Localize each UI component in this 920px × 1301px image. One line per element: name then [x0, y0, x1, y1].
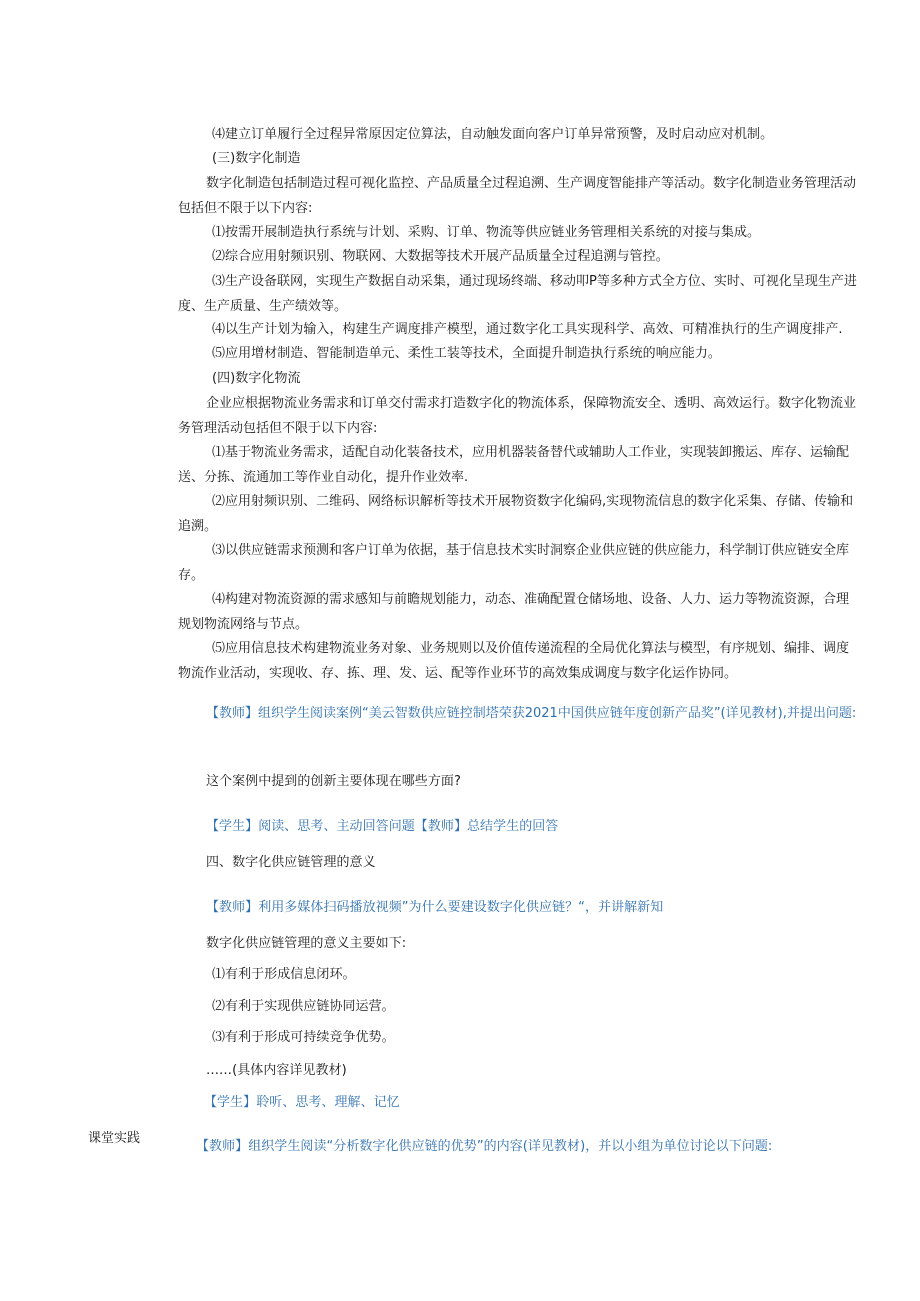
- logistics-item-1: ⑴基于物流业务需求，适配自动化装备技术，应用机器装备替代或辅助人工作业，实现装卸搬运、库存、运输配送、分拣、流通加工等作业自动化，提升作业效率.: [178, 445, 850, 485]
- see-textbook-note: ……(具体内容详见教材): [206, 1063, 347, 1078]
- significance-intro: 数字化供应链管理的意义主要如下:: [206, 936, 407, 951]
- section-heading-significance: 四、数字化供应链管理的意义: [206, 855, 376, 870]
- order-item-4: ⑷建立订单履行全过程异常原因定位算法，自动触发面向客户订单异常预警，及时启动应对机制。: [212, 127, 774, 142]
- classroom-practice-label: 课堂实践: [88, 1131, 141, 1146]
- teacher-case-reading: 【教师】组织学生阅读案例“美云智数供应链控制塔荣获2021中国供应链年度创新产品奖”(详见教材),并提出问题:: [206, 706, 857, 721]
- manufacturing-intro: 数字化制造包括制造过程可视化监控、产品质量全过程追溯、生产调度智能排产等活动。数字化制造业务管理活动包括但不限于以下内容:: [178, 176, 857, 216]
- teacher-discussion-note: 【教师】组织学生阅读“分析数字化供应链的优势”的内容(详见教材)，并以小组为单位讨论以下问题:: [196, 1139, 773, 1154]
- case-question: 这个案例中提到的创新主要体现在哪些方面?: [206, 774, 461, 789]
- logistics-item-5: ⑸应用信息技术构建物流业务对象、业务规则以及价值传递流程的全局优化算法与模型，有序规划、编排、调度物流作业活动，实现收、存、拣、理、发、运、配等作业环节的高效集成调度与数字化运作协同。: [178, 641, 850, 681]
- manufacturing-item-3: ⑶生产设备联网，实现生产数据自动采集，通过现场终端、移动叩P等多种方式全方位、实时、可视化呈现生产进度、生产质量、生产绩效等。: [178, 274, 857, 314]
- manufacturing-item-5: ⑸应用增材制造、智能制造单元、柔性工装等技术，全面提升制造执行系统的响应能力。: [212, 346, 721, 361]
- student-answer-note: 【学生】阅读、思考、主动回答问题【教师】总结学生的回答: [206, 819, 559, 834]
- manufacturing-item-1: ⑴按需开展制造执行系统与计划、采购、订单、物流等供应链业务管理相关系统的对接与集成。: [212, 225, 761, 240]
- manufacturing-item-2: ⑵综合应用射频识别、物联网、大数据等技术开展产品质量全过程追溯与管控。: [212, 249, 669, 264]
- significance-item-2: ⑵有利于实现供应链协同运营。: [212, 999, 395, 1014]
- logistics-item-3: ⑶以供应链需求预测和客户订单为依据，基于信息技术实时洞察企业供应链的供应能力，科学制订供应链安全库存。: [178, 543, 850, 583]
- student-listen-note: 【学生】聆听、思考、理解、记忆: [204, 1095, 400, 1110]
- significance-item-1: ⑴有利于形成信息闭环。: [212, 967, 356, 982]
- significance-item-3: ⑶有利于形成可持续竞争优势。: [212, 1030, 395, 1045]
- manufacturing-item-4: ⑷以生产计划为输入，构建生产调度排产模型，通过数字化工具实现科学、高效、可精准执行的生产调度排产.: [212, 322, 843, 337]
- logistics-item-2: ⑵应用射频识别、二维码、网络标识解析等技术开展物资数字化编码,实现物流信息的数字化采集、存储、传输和追溯。: [178, 494, 854, 534]
- logistics-intro: 企业应根据物流业务需求和订单交付需求打造数字化的物流体系，保障物流安全、透明、高效运行。数字化物流业务管理活动包括但不限于以下内容:: [178, 396, 857, 436]
- heading-digital-manufacturing: (三)数字化制造: [212, 151, 301, 166]
- logistics-item-4: ⑷构建对物流资源的需求感知与前瞻规划能力，动态、准确配置仓储场地、设备、人力、运力等物流资源，合理规划物流网络与节点。: [178, 592, 850, 632]
- teacher-video-note: 【教师】利用多媒体扫码播放视频”为什么要建设数字化供应链？“，并讲解新知: [206, 900, 664, 915]
- heading-digital-logistics: (四)数字化物流: [212, 371, 301, 386]
